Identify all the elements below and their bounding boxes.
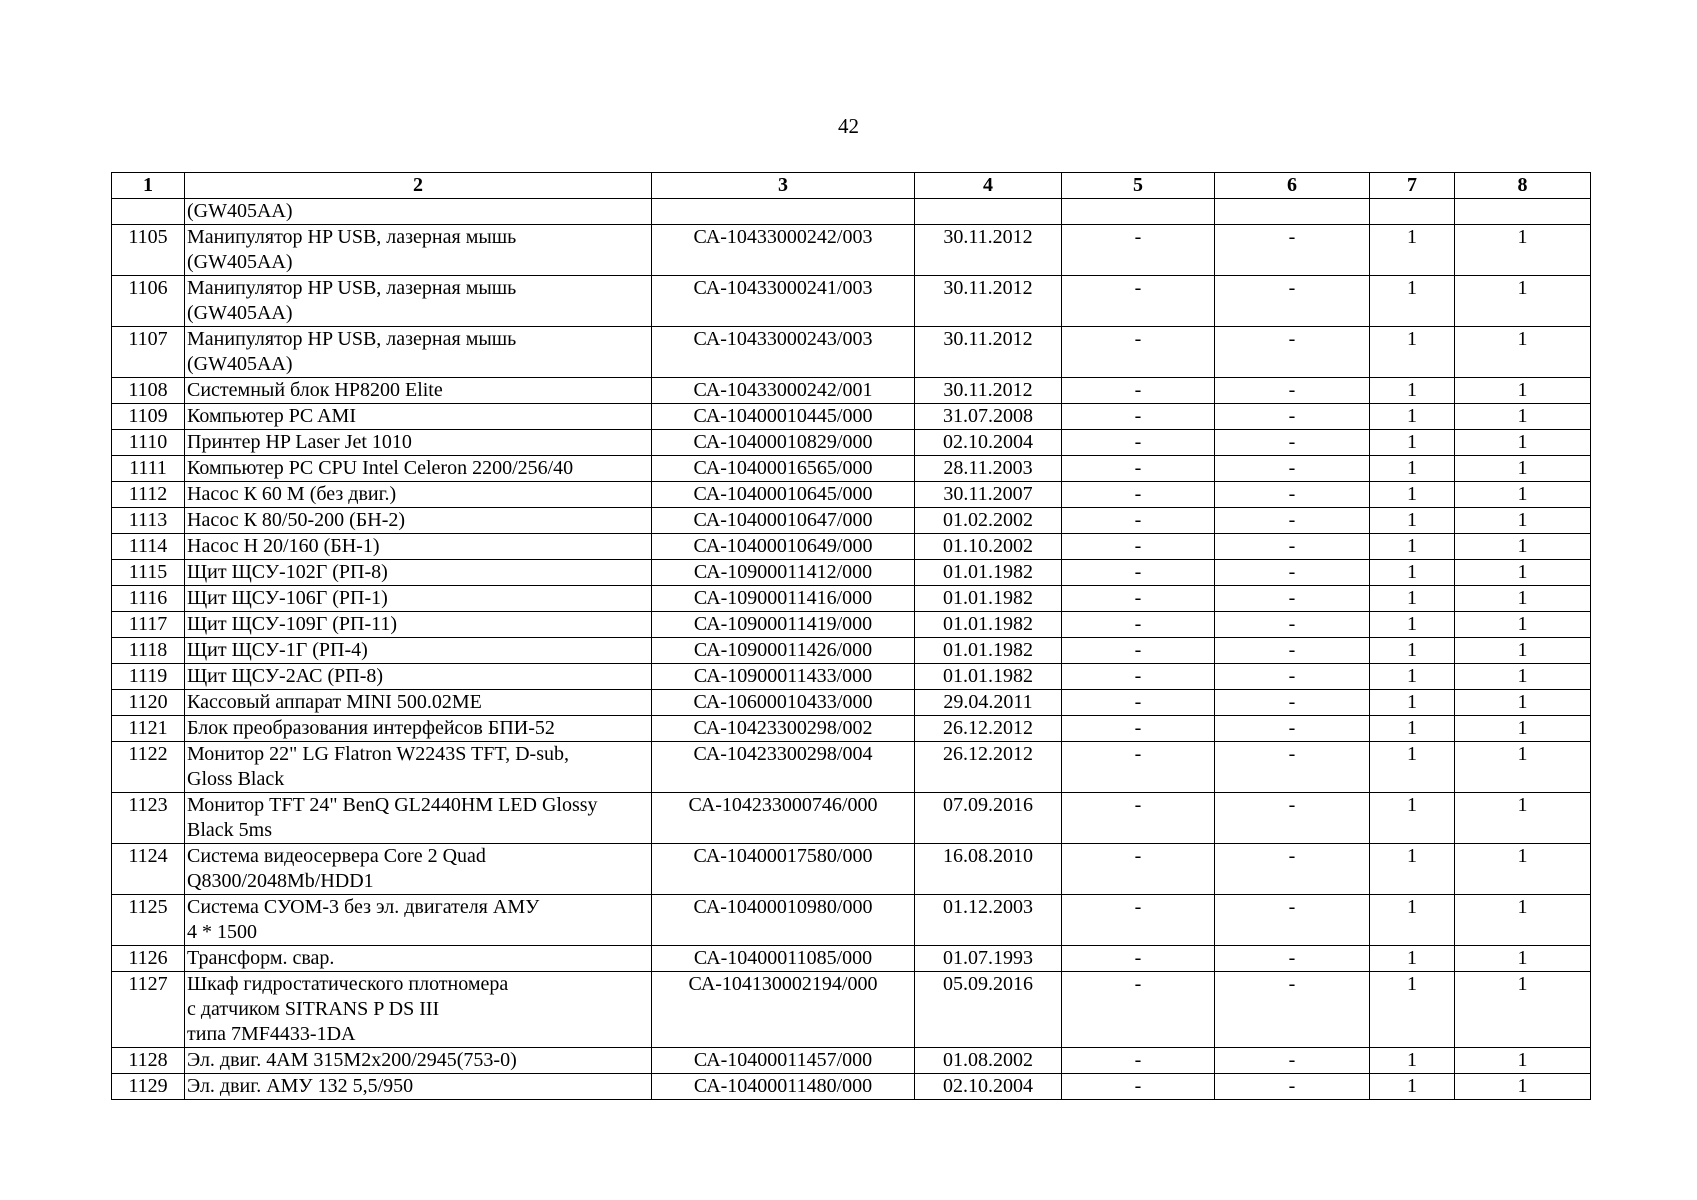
inventory-code: СА-10900011412/000 [652,560,915,586]
row-number: 1114 [112,534,185,560]
column-6-cell: - [1215,482,1370,508]
column-5-cell: - [1062,895,1215,946]
item-name: Насос К 60 М (без двиг.) [185,482,652,508]
column-header-5: 5 [1062,173,1215,199]
column-5-cell: - [1062,276,1215,327]
item-name: Блок преобразования интерфейсов БПИ-52 [185,716,652,742]
date-cell: 29.04.2011 [915,690,1062,716]
column-7-cell: 1 [1370,612,1455,638]
column-6-cell [1215,199,1370,225]
item-name: Система видеосервера Core 2 Quad Q8300/2048Mb/HDD1 [185,844,652,895]
column-8-cell: 1 [1455,664,1591,690]
column-8-cell: 1 [1455,508,1591,534]
table-row [112,534,1591,560]
column-8-cell: 1 [1455,844,1591,895]
column-6-cell: - [1215,895,1370,946]
date-cell: 01.08.2002 [915,1048,1062,1074]
column-7-cell: 1 [1370,482,1455,508]
column-5-cell: - [1062,327,1215,378]
item-name: Принтер HP Laser Jet 1010 [185,430,652,456]
column-6-cell: - [1215,716,1370,742]
row-number: 1119 [112,664,185,690]
table-row [112,638,1591,664]
table-row [112,225,1591,276]
column-6-cell: - [1215,1074,1370,1100]
column-6-cell: - [1215,844,1370,895]
item-name: Щит ЩСУ-106Г (РП-1) [185,586,652,612]
column-8-cell: 1 [1455,1074,1591,1100]
inventory-code: СА-104233000746/000 [652,793,915,844]
row-number: 1120 [112,690,185,716]
column-8-cell: 1 [1455,716,1591,742]
date-cell: 07.09.2016 [915,793,1062,844]
row-number: 1124 [112,844,185,895]
table-row [112,586,1591,612]
inventory-code: СА-10400010647/000 [652,508,915,534]
column-8-cell: 1 [1455,972,1591,1048]
inventory-code: СА-10433000241/003 [652,276,915,327]
row-number: 1106 [112,276,185,327]
column-8-cell: 1 [1455,327,1591,378]
column-8-cell: 1 [1455,793,1591,844]
column-6-cell: - [1215,586,1370,612]
item-name: Система СУОМ-3 без эл. двигателя АМУ 4 * 1500 [185,895,652,946]
column-7-cell: 1 [1370,742,1455,793]
item-name: Компьютер PC AMI [185,404,652,430]
date-cell: 26.12.2012 [915,716,1062,742]
column-7-cell: 1 [1370,508,1455,534]
column-8-cell: 1 [1455,225,1591,276]
date-cell: 01.01.1982 [915,560,1062,586]
column-header-7: 7 [1370,173,1455,199]
column-5-cell: - [1062,378,1215,404]
table-row [112,327,1591,378]
date-cell [915,199,1062,225]
column-5-cell: - [1062,508,1215,534]
column-5-cell: - [1062,612,1215,638]
table-row [112,793,1591,844]
row-number: 1110 [112,430,185,456]
item-name: (GW405AA) [185,199,652,225]
inventory-code: СА-10400011457/000 [652,1048,915,1074]
column-header-1: 1 [112,173,185,199]
inventory-code: СА-10433000243/003 [652,327,915,378]
column-7-cell: 1 [1370,404,1455,430]
date-cell: 30.11.2012 [915,276,1062,327]
inventory-code: СА-10900011433/000 [652,664,915,690]
row-number: 1117 [112,612,185,638]
table-row [112,560,1591,586]
date-cell: 30.11.2012 [915,225,1062,276]
column-5-cell: - [1062,456,1215,482]
header-row [112,173,1591,199]
item-name: Эл. двиг. 4АМ 315М2х200/2945(753-0) [185,1048,652,1074]
column-header-6: 6 [1215,173,1370,199]
column-7-cell: 1 [1370,430,1455,456]
column-5-cell: - [1062,946,1215,972]
item-name: Манипулятор HP USB, лазерная мышь (GW405AA) [185,327,652,378]
column-5-cell: - [1062,482,1215,508]
column-6-cell: - [1215,534,1370,560]
column-8-cell: 1 [1455,742,1591,793]
date-cell: 01.12.2003 [915,895,1062,946]
date-cell: 01.01.1982 [915,638,1062,664]
column-7-cell: 1 [1370,378,1455,404]
date-cell: 31.07.2008 [915,404,1062,430]
row-number: 1128 [112,1048,185,1074]
inventory-code: СА-10600010433/000 [652,690,915,716]
page-number: 42 [838,114,859,138]
inventory-code: СА-10433000242/001 [652,378,915,404]
table-row [112,508,1591,534]
row-number: 1109 [112,404,185,430]
column-6-cell: - [1215,690,1370,716]
item-name: Манипулятор HP USB, лазерная мышь (GW405AA) [185,225,652,276]
row-number: 1107 [112,327,185,378]
inventory-code: СА-104130002194/000 [652,972,915,1048]
column-8-cell: 1 [1455,638,1591,664]
inventory-code: СА-10400017580/000 [652,844,915,895]
column-5-cell: - [1062,586,1215,612]
item-name: Насос Н 20/160 (БН-1) [185,534,652,560]
date-cell: 01.07.1993 [915,946,1062,972]
inventory-code: СА-10400011480/000 [652,1074,915,1100]
column-7-cell: 1 [1370,534,1455,560]
table-row [112,895,1591,946]
column-8-cell: 1 [1455,895,1591,946]
column-6-cell: - [1215,430,1370,456]
column-7-cell: 1 [1370,1074,1455,1100]
column-7-cell: 1 [1370,972,1455,1048]
date-cell: 26.12.2012 [915,742,1062,793]
inventory-code: СА-10900011426/000 [652,638,915,664]
date-cell: 01.10.2002 [915,534,1062,560]
inventory-code: СА-10423300298/002 [652,716,915,742]
column-7-cell: 1 [1370,895,1455,946]
inventory-table [111,172,1591,1100]
table-row [112,1074,1591,1100]
column-5-cell: - [1062,972,1215,1048]
column-5-cell: - [1062,844,1215,895]
column-6-cell: - [1215,378,1370,404]
inventory-code: СА-10433000242/003 [652,225,915,276]
column-7-cell: 1 [1370,456,1455,482]
column-7-cell: 1 [1370,690,1455,716]
date-cell: 01.02.2002 [915,508,1062,534]
date-cell: 02.10.2004 [915,1074,1062,1100]
column-6-cell: - [1215,327,1370,378]
inventory-code [652,199,915,225]
table-body [112,199,1591,1100]
column-7-cell: 1 [1370,793,1455,844]
table-row [112,430,1591,456]
column-6-cell: - [1215,276,1370,327]
column-8-cell [1455,199,1591,225]
column-5-cell: - [1062,1048,1215,1074]
item-name: Манипулятор HP USB, лазерная мышь (GW405AA) [185,276,652,327]
column-5-cell: - [1062,404,1215,430]
date-cell: 16.08.2010 [915,844,1062,895]
column-8-cell: 1 [1455,586,1591,612]
column-5-cell: - [1062,638,1215,664]
row-number: 1122 [112,742,185,793]
column-7-cell: 1 [1370,276,1455,327]
inventory-code: СА-10400010829/000 [652,430,915,456]
date-cell: 30.11.2012 [915,327,1062,378]
column-8-cell: 1 [1455,1048,1591,1074]
column-5-cell: - [1062,534,1215,560]
item-name: Трансформ. свар. [185,946,652,972]
row-number: 1123 [112,793,185,844]
item-name: Насос К 80/50-200 (БН-2) [185,508,652,534]
row-number: 1126 [112,946,185,972]
inventory-code: СА-10400010980/000 [652,895,915,946]
item-name: Кассовый аппарат MINI 500.02ME [185,690,652,716]
table-row [112,612,1591,638]
table-row [112,456,1591,482]
column-7-cell: 1 [1370,1048,1455,1074]
row-number: 1105 [112,225,185,276]
column-5-cell: - [1062,225,1215,276]
row-number [112,199,185,225]
table-row [112,946,1591,972]
column-5-cell: - [1062,716,1215,742]
column-7-cell: 1 [1370,946,1455,972]
date-cell: 05.09.2016 [915,972,1062,1048]
date-cell: 01.01.1982 [915,664,1062,690]
column-7-cell: 1 [1370,844,1455,895]
row-number: 1118 [112,638,185,664]
row-number: 1112 [112,482,185,508]
date-cell: 30.11.2012 [915,378,1062,404]
column-6-cell: - [1215,1048,1370,1074]
table-row [112,972,1591,1048]
column-6-cell: - [1215,793,1370,844]
column-8-cell: 1 [1455,612,1591,638]
column-header-2: 2 [185,173,652,199]
inventory-code: СА-10400010645/000 [652,482,915,508]
item-name: Монитор TFT 24" BenQ GL2440HM LED Glossy Black 5ms [185,793,652,844]
inventory-code: СА-10400010445/000 [652,404,915,430]
table-row [112,482,1591,508]
column-8-cell: 1 [1455,456,1591,482]
row-number: 1108 [112,378,185,404]
column-8-cell: 1 [1455,560,1591,586]
row-number: 1125 [112,895,185,946]
column-6-cell: - [1215,456,1370,482]
column-6-cell: - [1215,225,1370,276]
date-cell: 01.01.1982 [915,586,1062,612]
table-row [112,276,1591,327]
column-8-cell: 1 [1455,534,1591,560]
column-6-cell: - [1215,972,1370,1048]
column-7-cell: 1 [1370,327,1455,378]
column-8-cell: 1 [1455,430,1591,456]
table-row [112,844,1591,895]
column-6-cell: - [1215,612,1370,638]
column-5-cell [1062,199,1215,225]
table-row [112,378,1591,404]
column-7-cell: 1 [1370,225,1455,276]
column-6-cell: - [1215,638,1370,664]
column-5-cell: - [1062,430,1215,456]
row-number: 1127 [112,972,185,1048]
column-8-cell: 1 [1455,276,1591,327]
row-number: 1113 [112,508,185,534]
inventory-code: СА-10400010649/000 [652,534,915,560]
column-7-cell: 1 [1370,586,1455,612]
date-cell: 01.01.1982 [915,612,1062,638]
table-row [112,199,1591,225]
table-row [112,690,1591,716]
table-row [112,1048,1591,1074]
column-7-cell: 1 [1370,664,1455,690]
column-5-cell: - [1062,793,1215,844]
item-name: Эл. двиг. АМУ 132 5,5/950 [185,1074,652,1100]
column-header-8: 8 [1455,173,1591,199]
item-name: Щит ЩСУ-2АС (РП-8) [185,664,652,690]
column-8-cell: 1 [1455,378,1591,404]
item-name: Системный блок HP8200 Elite [185,378,652,404]
item-name: Щит ЩСУ-109Г (РП-11) [185,612,652,638]
column-5-cell: - [1062,560,1215,586]
row-number: 1115 [112,560,185,586]
column-7-cell: 1 [1370,716,1455,742]
column-8-cell: 1 [1455,946,1591,972]
column-header-4: 4 [915,173,1062,199]
row-number: 1129 [112,1074,185,1100]
column-5-cell: - [1062,664,1215,690]
column-6-cell: - [1215,742,1370,793]
inventory-code: СА-10400016565/000 [652,456,915,482]
column-8-cell: 1 [1455,482,1591,508]
inventory-code: СА-10400011085/000 [652,946,915,972]
row-number: 1111 [112,456,185,482]
column-6-cell: - [1215,560,1370,586]
item-name: Компьютер PC CPU Intel Celeron 2200/256/40 [185,456,652,482]
column-6-cell: - [1215,508,1370,534]
column-header-3: 3 [652,173,915,199]
item-name: Монитор 22" LG Flatron W2243S TFT, D-sub, Gloss Black [185,742,652,793]
date-cell: 30.11.2007 [915,482,1062,508]
column-6-cell: - [1215,946,1370,972]
row-number: 1116 [112,586,185,612]
column-8-cell: 1 [1455,404,1591,430]
column-7-cell [1370,199,1455,225]
inventory-code: СА-10423300298/004 [652,742,915,793]
column-5-cell: - [1062,742,1215,793]
inventory-code: СА-10900011416/000 [652,586,915,612]
date-cell: 28.11.2003 [915,456,1062,482]
column-8-cell: 1 [1455,690,1591,716]
column-5-cell: - [1062,690,1215,716]
column-7-cell: 1 [1370,638,1455,664]
item-name: Шкаф гидростатического плотномера с датчиком SITRANS P DS III типа 7MF4433-1DA [185,972,652,1048]
inventory-code: СА-10900011419/000 [652,612,915,638]
column-5-cell: - [1062,1074,1215,1100]
column-6-cell: - [1215,404,1370,430]
table-row [112,742,1591,793]
item-name: Щит ЩСУ-1Г (РП-4) [185,638,652,664]
item-name: Щит ЩСУ-102Г (РП-8) [185,560,652,586]
date-cell: 02.10.2004 [915,430,1062,456]
column-6-cell: - [1215,664,1370,690]
column-7-cell: 1 [1370,560,1455,586]
table-row [112,664,1591,690]
table-row [112,716,1591,742]
table-row [112,404,1591,430]
row-number: 1121 [112,716,185,742]
